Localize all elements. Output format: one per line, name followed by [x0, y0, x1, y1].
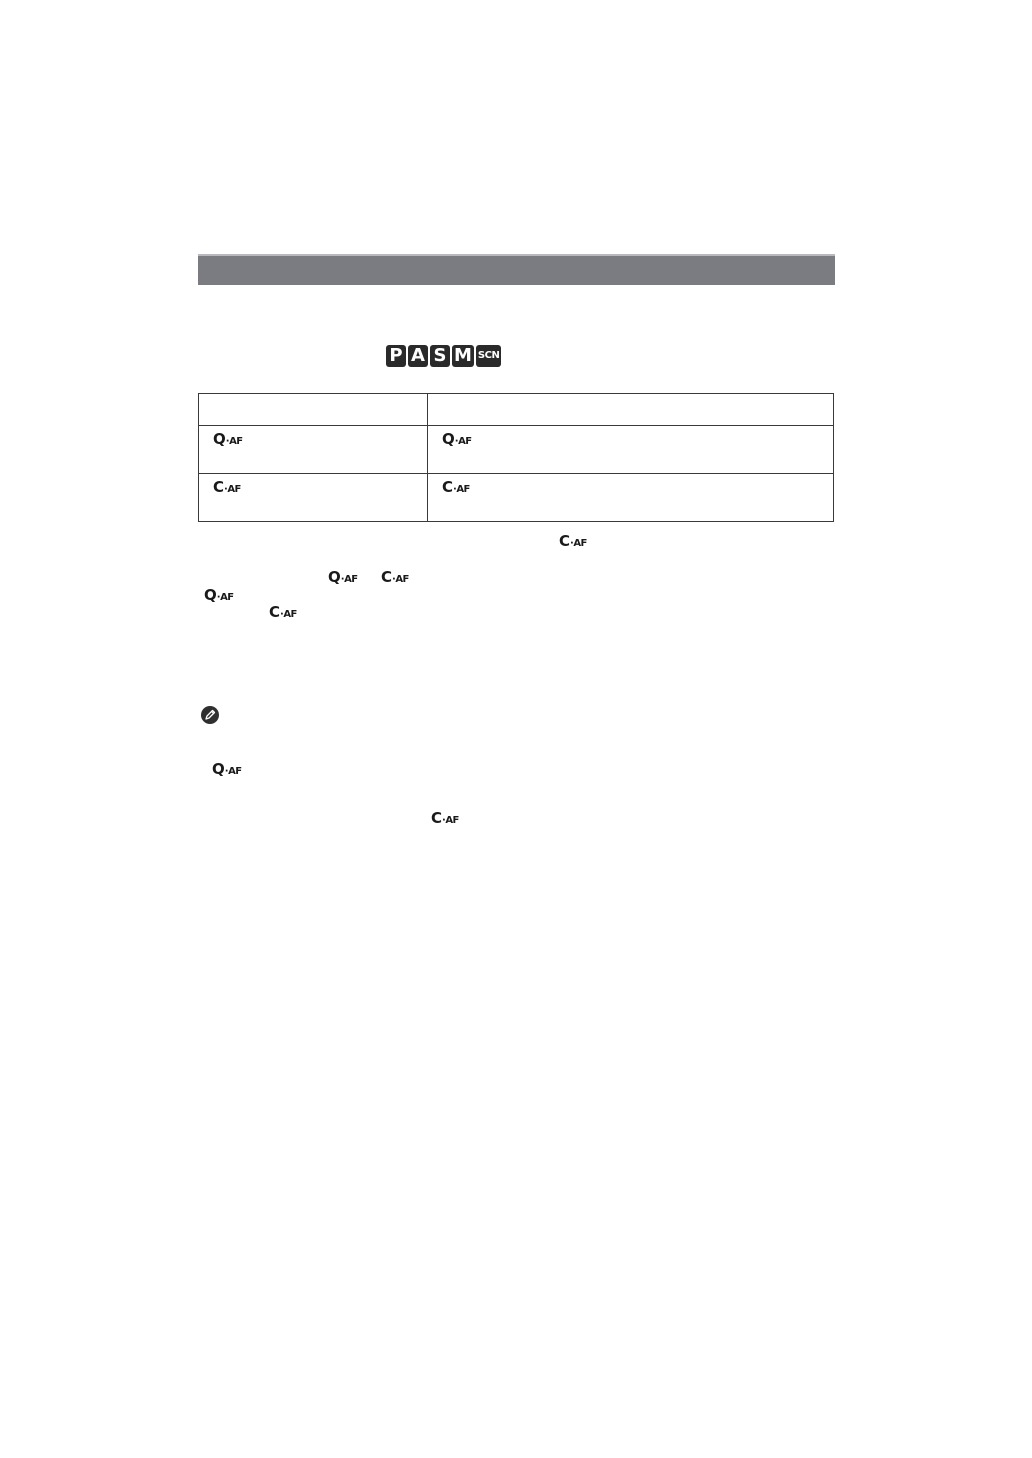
continuous-af-icon: C·AF	[381, 568, 409, 586]
table-cell	[428, 474, 834, 522]
continuous-af-icon: C·AF	[559, 532, 587, 550]
settings-table	[198, 393, 834, 522]
quick-af-icon: Q·AF	[204, 586, 234, 604]
quick-af-icon: Q·AF	[442, 430, 472, 448]
section-header-bar	[198, 254, 835, 285]
continuous-af-icon: C·AF	[442, 478, 470, 496]
table-header-row	[199, 394, 834, 426]
table-row	[199, 474, 834, 522]
applicable-modes	[386, 345, 501, 367]
table-cell	[199, 426, 428, 474]
quick-af-icon: Q·AF	[213, 430, 243, 448]
mode-scn-icon: SCN	[476, 345, 501, 367]
table-row	[199, 426, 834, 474]
quick-af-icon: Q·AF	[212, 760, 242, 778]
table-cell	[199, 474, 428, 522]
table-cell	[428, 426, 834, 474]
mode-m-icon: M	[454, 345, 472, 366]
mode-s-icon: S	[430, 345, 450, 367]
mode-p-icon: P	[386, 345, 406, 367]
quick-af-icon: Q·AF	[328, 568, 358, 586]
continuous-af-icon: C·AF	[431, 809, 459, 827]
pencil-note-icon	[201, 706, 219, 724]
table-header-cell	[199, 394, 428, 426]
continuous-af-icon: C·AF	[213, 478, 241, 496]
mode-a-icon: A	[408, 345, 428, 367]
table-header-cell	[428, 394, 834, 426]
continuous-af-icon: C·AF	[269, 603, 297, 621]
